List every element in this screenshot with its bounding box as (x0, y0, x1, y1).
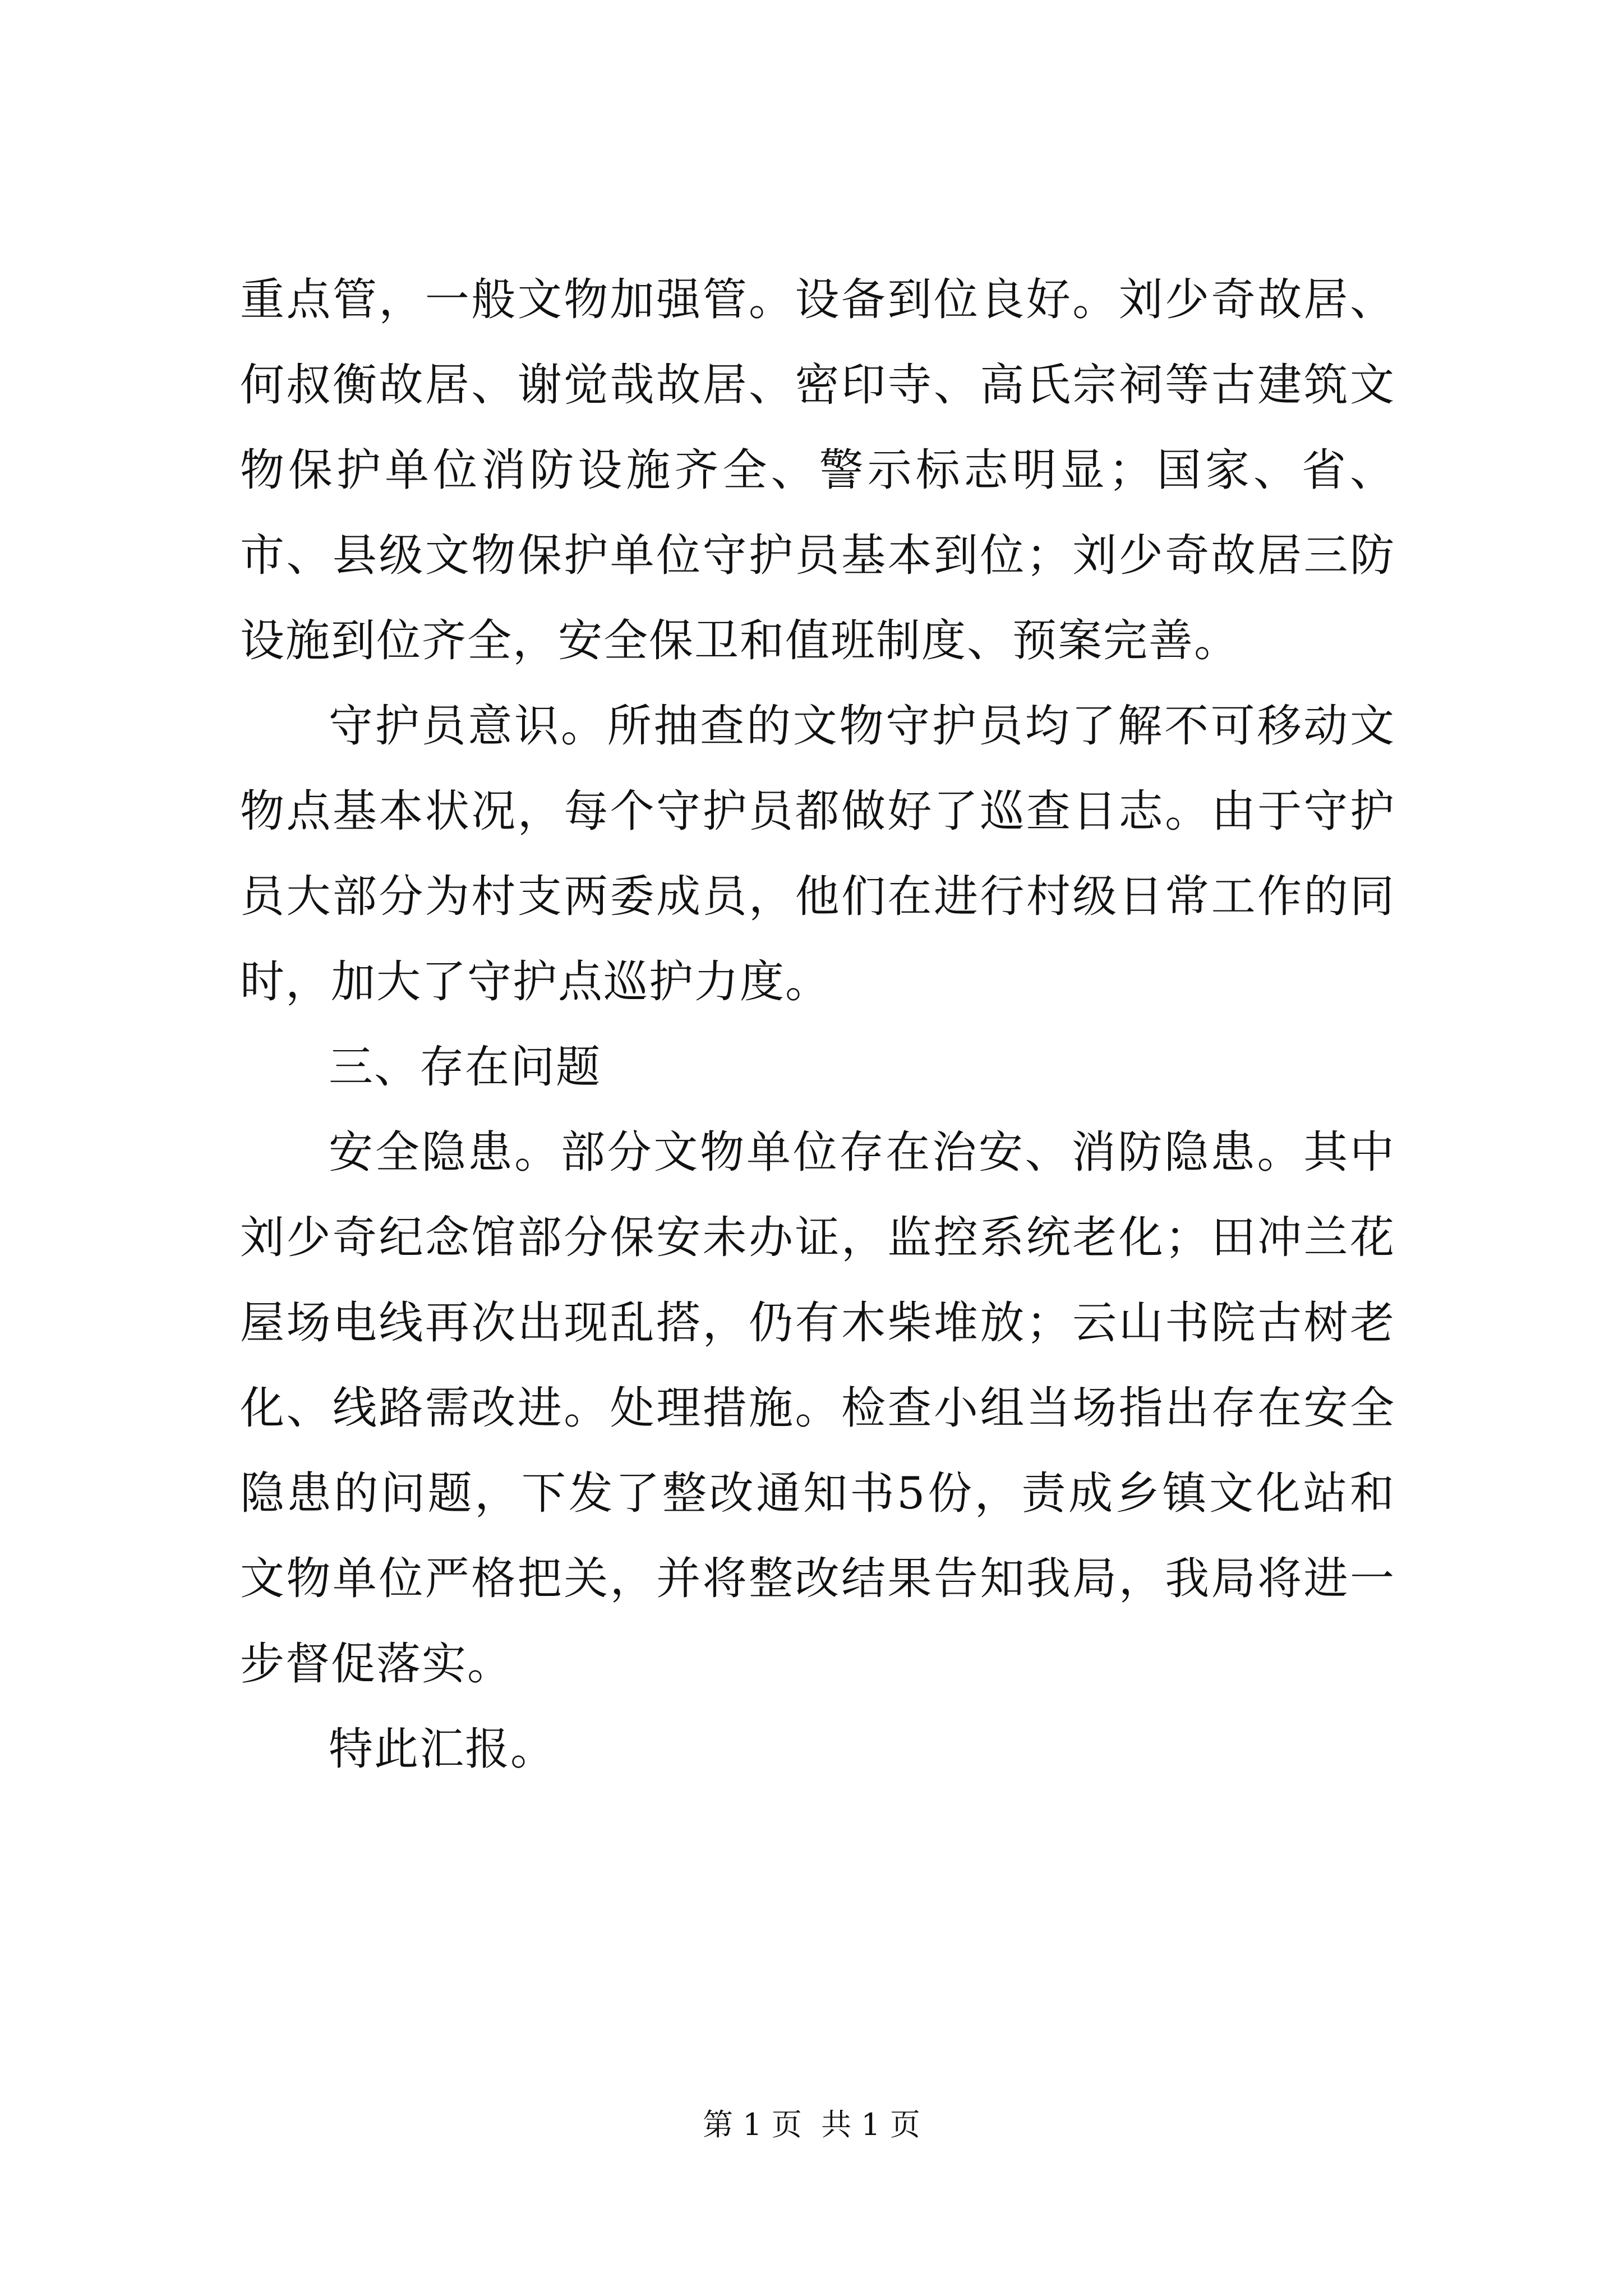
section-heading-problems: 三、存在问题 (329, 1041, 601, 1093)
page-footer: 第 1 页 共 1 页 (703, 2107, 920, 2142)
paragraph-equipment: 重点管，一般文物加强管。设备到位良好。刘少奇故居、何叔衡故居、谢觉哉故居、密印寺、高氏宗祠等古建筑文物保护单位消防设施齐全、警示标志明显；国家、省、市、县级文物保护单位守护员基本到位；刘少奇故居三防设施到位齐全，安全保卫和值班制度、预案完善。 (240, 274, 1395, 666)
paragraph-safety-hazards: 安全隐患。部分文物单位存在治安、消防隐患。其中刘少奇纪念馆部分保安未办证，监控系统老化；田冲兰花屋场电线再次出现乱搭，仍有木柴堆放；云山书院古树老化、线路需改进。处理措施。检查小组当场指出存在安全隐患的问题，下发了整改通知书5份，责成乡镇文化站和文物单位严格把关，并将整改结果告知我局，我局将进一步督促落实。 (240, 1126, 1395, 1690)
document-body (240, 257, 1395, 1792)
paragraph-guardian-awareness: 守护员意识。所抽查的文物守护员均了解不可移动文物点基本状况，每个守护员都做好了巡查日志。由于守护员大部分为村支两委成员，他们在进行村级日常工作的同时，加大了守护点巡护力度。 (240, 700, 1395, 1007)
paragraph-closing: 特此汇报。 (329, 1723, 556, 1775)
